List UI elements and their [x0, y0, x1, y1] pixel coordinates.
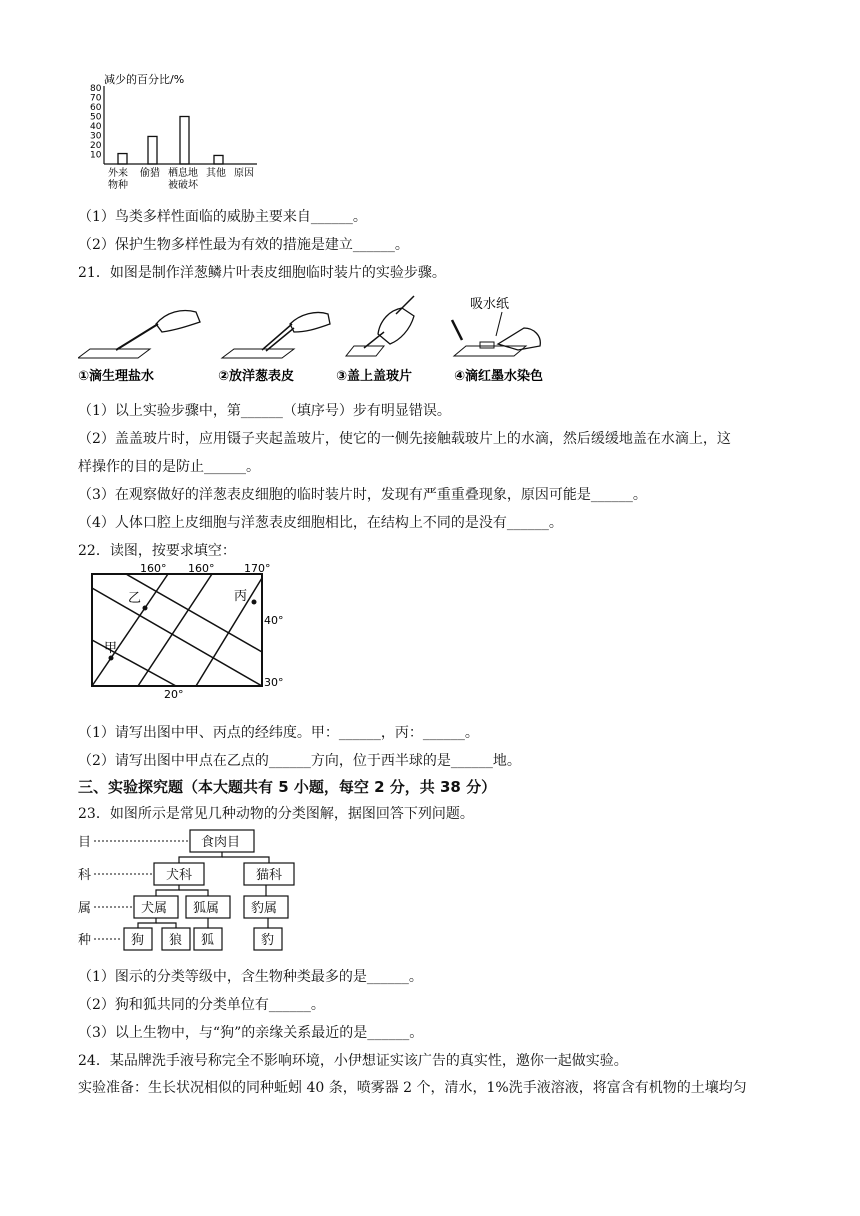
lon-label-2: 160° [188, 562, 215, 575]
q24-prep: 实验准备：生长状况相似的同种蚯蚓 40 条，喷雾器 2 个，清水，1%洗手液溶液，将富含有机物的土壤均匀 [78, 1080, 747, 1096]
q21-sub4: （4）人体口腔上皮细胞与洋葱表皮细胞相比，在结构上不同的是没有______。 [78, 515, 563, 531]
point-yi: 乙 [128, 591, 142, 606]
step3-illustration [346, 296, 414, 356]
q23-title: 23．如图所示是常见几种动物的分类图解，据图回答下列问题。 [78, 806, 474, 822]
node-panthera: 豹属 [251, 901, 278, 916]
x-category-label: 被破坏 [168, 180, 198, 191]
bar [118, 154, 127, 164]
node-felidae: 猫科 [256, 868, 283, 883]
bar-chart [82, 70, 272, 192]
step4-illustration [452, 296, 540, 356]
q21-title: 21．如图是制作洋葱鳞片叶表皮细胞临时装片的实验步骤。 [78, 265, 446, 281]
q23-sub2: （2）狗和狐共同的分类单位有______。 [78, 997, 325, 1013]
node-vulpes: 狐属 [193, 901, 220, 916]
node-canis: 犬属 [141, 901, 168, 916]
bar [214, 155, 223, 164]
y-tick-label: 70 [90, 93, 102, 104]
step1-illustration [78, 311, 200, 359]
node-order: 食肉目 [201, 835, 241, 850]
x-category-label: 栖息地 [168, 168, 198, 179]
lon-label-3: 170° [244, 562, 271, 575]
node-wolf: 狼 [169, 933, 183, 948]
bar [180, 117, 189, 165]
point-bing: 丙 [234, 589, 248, 604]
q21-sub3: （3）在观察做好的洋葱表皮细胞的临时装片时，发现有严重重叠现象，原因可能是______。 [78, 487, 647, 503]
y-tick-label: 80 [90, 84, 102, 94]
q20-sub1: （1）鸟类多样性面临的威胁主要来自______。 [78, 209, 367, 225]
x-category-label: 偷猎 [140, 168, 160, 179]
step2-illustration [222, 312, 330, 358]
chart-xlabel: 原因 [234, 168, 254, 179]
step4-label: ④滴红墨水染色 [454, 369, 544, 384]
step1-label: ①滴生理盐水 [78, 369, 155, 384]
y-tick-label: 20 [90, 141, 102, 151]
rank-species: 种 [78, 933, 92, 948]
section-3-heading: 三、实验探究题（本大题共有 5 小题，每空 2 分，共 38 分） [78, 778, 497, 796]
y-tick-label: 60 [90, 103, 102, 113]
absorb-paper-label: 吸水纸 [470, 297, 510, 312]
q23-sub1: （1）图示的分类等级中，含生物种类最多的是______。 [78, 969, 423, 985]
q21-figure [78, 294, 568, 386]
q24-title: 24．某品牌洗手液号称完全不影响环境，小伊想证实该广告的真实性，邀你一起做实验。 [78, 1053, 628, 1069]
q20-sub2: （2）保护生物多样性最为有效的措施是建立______。 [78, 237, 409, 253]
node-dog: 狗 [131, 933, 145, 948]
rank-genus: 属 [78, 901, 92, 916]
point-jia: 甲 [104, 641, 118, 656]
node-canidae: 犬科 [166, 868, 193, 883]
bar [148, 136, 157, 164]
step3-label: ③盖上盖玻片 [336, 369, 413, 384]
rank-order: 目 [78, 835, 92, 850]
x-category-label: 外来 [108, 168, 128, 179]
y-tick-label: 30 [90, 131, 102, 142]
lat-label-40: 40° [264, 614, 284, 627]
q21-sub1: （1）以上实验步骤中，第______（填序号）步有明显错误。 [78, 403, 451, 419]
y-tick-label: 50 [90, 112, 102, 123]
taxonomy-diagram [78, 826, 338, 956]
q21-sub2a: （2）盖盖玻片时，应用镊子夹起盖玻片，使它的一侧先接触载玻片上的水滴，然后缓缓地盖在水滴上，这 [78, 431, 731, 447]
y-tick-label: 10 [90, 150, 102, 161]
step2-label: ②放洋葱表皮 [218, 369, 295, 384]
q23-sub3: （3）以上生物中，与“狗”的亲缘关系最近的是______。 [78, 1025, 424, 1041]
y-tick-label: 40 [90, 122, 102, 132]
q22-title: 22．读图，按要求填空： [78, 543, 236, 559]
lat-label-30: 30° [264, 676, 284, 689]
x-category-label: 其他 [206, 168, 226, 179]
rank-family: 科 [78, 868, 92, 883]
lat-lon-grid-map [84, 562, 294, 702]
lon-label-1: 160° [140, 562, 167, 575]
node-leopard: 豹 [261, 933, 275, 948]
q21-sub2b: 样操作的目的是防止______。 [78, 459, 260, 475]
chart-ylabel: 减少的百分比/% [104, 73, 185, 86]
x-category-label: 物种 [108, 180, 128, 191]
q22-sub2: （2）请写出图中甲点在乙点的______方向，位于西半球的是______地。 [78, 753, 521, 769]
q22-sub1: （1）请写出图中甲、丙点的经纬度。甲：______，丙：______。 [78, 725, 479, 741]
lat-label-20: 20° [164, 688, 184, 701]
node-fox: 狐 [201, 933, 215, 948]
